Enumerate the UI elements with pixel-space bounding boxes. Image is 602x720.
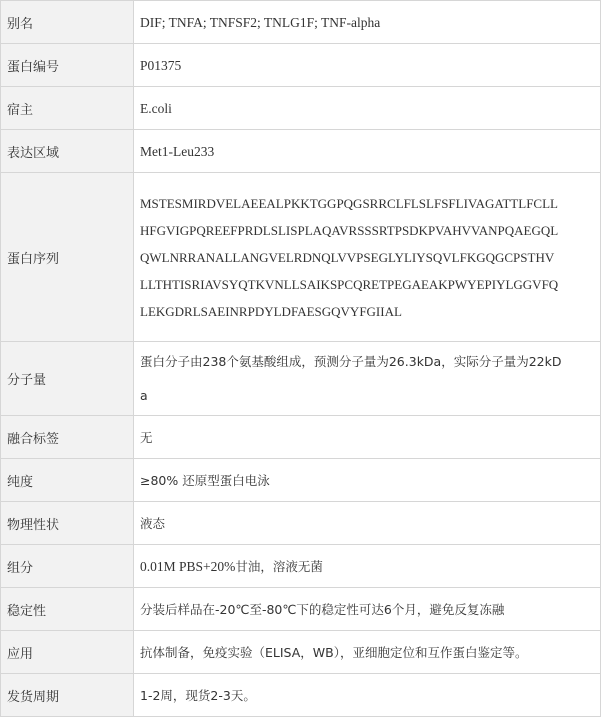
label-protein-id: 蛋白编号 — [1, 44, 134, 87]
label-host: 宿主 — [1, 87, 134, 130]
label-expression-region: 表达区域 — [1, 130, 134, 173]
value-composition — [134, 545, 601, 588]
row-expression-region — [1, 130, 601, 173]
value-protein-id: P01375 — [134, 44, 601, 87]
row-composition — [1, 545, 601, 588]
sequence-line: QWLNRRANALLANGVELRDNQLVVPSEGLYLIYSQVLFKGQGCPSTHV — [140, 249, 555, 265]
label-stability: 稳定性 — [1, 588, 134, 631]
value-alias: DIF; TNFA; TNFSF2; TNLG1F; TNF-alpha — [134, 1, 601, 44]
value-purity: ≥80% 还原型蛋白电泳 — [134, 459, 601, 502]
value-fusion-tag: 无 — [134, 416, 601, 459]
value-expression-region: Met1-Leu233 — [134, 130, 601, 173]
composition-additive: 甘油，溶液无菌 — [235, 558, 323, 574]
sequence-line: LLTHTISRIAVSYQTKVNLLSAIKSPCQRETPEGAEAKPWYEPIYLGGVFQ — [140, 276, 559, 292]
value-sequence — [134, 173, 601, 342]
row-molecular-weight — [1, 342, 601, 416]
row-application — [1, 631, 601, 674]
sequence-line: HFGVIGPQREEFPRDLSLISPLAQAVRSSSRTPSDKPVAHVVANPQAEGQL — [140, 222, 559, 238]
row-alias — [1, 1, 601, 44]
molecular-weight-line: a — [140, 387, 148, 403]
molecular-weight-line: 蛋白分子由238个氨基酸组成，预测分子量为26.3kDa，实际分子量为22kD — [140, 353, 562, 369]
row-protein-id — [1, 44, 601, 87]
value-host: E.coli — [134, 87, 601, 130]
row-sequence — [1, 173, 601, 342]
composition-buffer: 0.01M PBS+20% — [140, 558, 236, 574]
row-fusion-tag — [1, 416, 601, 459]
label-composition: 组分 — [1, 545, 134, 588]
row-physical-state — [1, 502, 601, 545]
row-host — [1, 87, 601, 130]
value-stability: 分装后样品在-20℃至-80℃下的稳定性可达6个月，避免反复冻融 — [134, 588, 601, 631]
label-application: 应用 — [1, 631, 134, 674]
label-sequence: 蛋白序列 — [1, 173, 134, 342]
label-fusion-tag: 融合标签 — [1, 416, 134, 459]
label-physical-state: 物理性状 — [1, 502, 134, 545]
sequence-line: MSTESMIRDVELAEEALPKKTGGPQGSRRCLFLSLFSFLIVAGATTLFCLL — [140, 195, 558, 211]
row-stability — [1, 588, 601, 631]
value-molecular-weight — [134, 342, 601, 416]
sequence-line: LEKGDRLSAEINRPDYLDFAESGQVYFGIIAL — [140, 303, 402, 319]
label-delivery: 发货周期 — [1, 674, 134, 717]
row-purity — [1, 459, 601, 502]
label-alias: 别名 — [1, 1, 134, 44]
value-application: 抗体制备，免疫实验（ELISA，WB），亚细胞定位和互作蛋白鉴定等。 — [134, 631, 601, 674]
value-physical-state: 液态 — [134, 502, 601, 545]
label-purity: 纯度 — [1, 459, 134, 502]
value-delivery: 1-2周，现货2-3天。 — [134, 674, 601, 717]
row-delivery — [1, 674, 601, 717]
label-molecular-weight: 分子量 — [1, 342, 134, 416]
